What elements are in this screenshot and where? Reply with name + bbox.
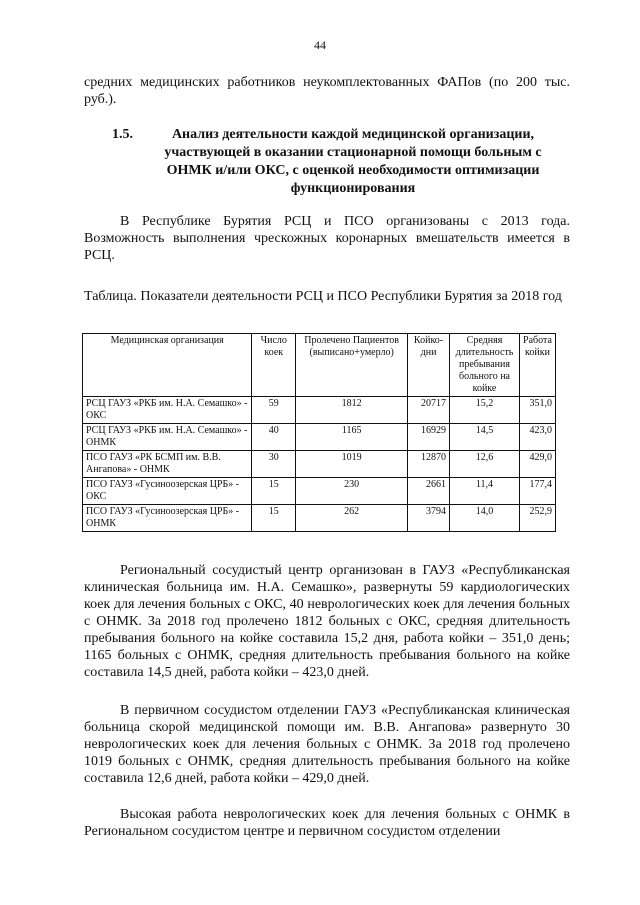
page-number: 44 [314, 38, 326, 52]
table-header-row [83, 334, 556, 397]
cell-bed-work: 252,9 [519, 505, 555, 532]
section-title: Анализ деятельности каждой медицинской организации, участвующей в оказании стационарной помощи больным с ОНМК и/или ОКС, с оценкой необходимости оптимизации функционирования [164, 127, 542, 196]
stats-table [82, 333, 556, 532]
table-row [83, 424, 556, 451]
cell-beds: 40 [252, 424, 296, 451]
cell-avg-stay: 12,6 [450, 451, 520, 478]
cell-bed-days: 2661 [408, 478, 450, 505]
section-heading [112, 126, 562, 198]
cell-avg-stay: 14,5 [450, 424, 520, 451]
cell-bed-work: 423,0 [519, 424, 555, 451]
cell-organization: РСЦ ГАУЗ «РКБ им. Н.А. Семашко» - ОКС [83, 397, 252, 424]
cell-bed-days: 3794 [408, 505, 450, 532]
cell-treated: 1019 [296, 451, 408, 478]
paragraph-high-bed-work: Высокая работа неврологических коек для лечения больных с ОНМК в Региональном сосудистом центре и первичном сосудистом отделении [84, 807, 570, 839]
table-row [83, 478, 556, 505]
paragraph-rsc-pso-intro: В Республике Бурятия РСЦ и ПСО организованы с 2013 года. Возможность выполнения чрескожных коронарных вмешательств имеется в РСЦ. [84, 214, 570, 263]
cell-treated: 262 [296, 505, 408, 532]
section-number: 1.5. [112, 127, 133, 142]
cell-organization: ПСО ГАУЗ «Гусиноозерская ЦРБ» - ОКС [83, 478, 252, 505]
cell-beds: 30 [252, 451, 296, 478]
col-header-beds: Число коек [252, 334, 296, 397]
cell-bed-work: 351,0 [519, 397, 555, 424]
col-header-bed-work: Работа койки [519, 334, 555, 397]
col-header-avg-stay: Средняя длительность пребывания больного на койке [450, 334, 520, 397]
cell-treated: 230 [296, 478, 408, 505]
cell-beds: 15 [252, 505, 296, 532]
cell-bed-work: 177,4 [519, 478, 555, 505]
paragraph-primary-department: В первичном сосудистом отделении ГАУЗ «Республиканская клиническая больница скорой медицинской помощи им. В.В. Ангапова» развернуто 30 неврологических коек для лечения больных с ОНМК. За 2018 год пролечено 1019 больных с ОНМК, средняя длительность пребывания больного на койке составила 12,6 дней, работа койки – 429,0 дней. [84, 703, 570, 786]
cell-avg-stay: 15,2 [450, 397, 520, 424]
cell-bed-days: 20717 [408, 397, 450, 424]
cell-treated: 1812 [296, 397, 408, 424]
cell-organization: РСЦ ГАУЗ «РКБ им. Н.А. Семашко» - ОНМК [83, 424, 252, 451]
cell-organization: ПСО ГАУЗ «РК БСМП им. В.В. Ангапова» - ОНМК [83, 451, 252, 478]
table-row [83, 451, 556, 478]
table-row [83, 397, 556, 424]
col-header-organization: Медицинская организация [83, 334, 252, 397]
col-header-bed-days: Койко-дни [408, 334, 450, 397]
cell-bed-days: 12870 [408, 451, 450, 478]
cell-bed-work: 429,0 [519, 451, 555, 478]
table-caption: Таблица. Показатели деятельности РСЦ и ПСО Республики Бурятия за 2018 год [84, 289, 562, 304]
table-row [83, 505, 556, 532]
cell-beds: 59 [252, 397, 296, 424]
cell-bed-days: 16929 [408, 424, 450, 451]
intro-continuation: средних медицинских работников неукомплектованных ФАПов (по 200 тыс. руб.). [84, 75, 570, 107]
cell-organization: ПСО ГАУЗ «Гусиноозерская ЦРБ» - ОНМК [83, 505, 252, 532]
cell-treated: 1165 [296, 424, 408, 451]
cell-beds: 15 [252, 478, 296, 505]
cell-avg-stay: 14,0 [450, 505, 520, 532]
col-header-treated: Пролечено Пациентов (выписано+умерло) [296, 334, 408, 397]
paragraph-regional-center: Региональный сосудистый центр организован в ГАУЗ «Республиканская клиническая больница им. Н.А. Семашко», развернуты 59 кардиологических коек для лечения больных с ОКС, 40 неврологических коек для лечения больных с ОНМК. За 2018 год пролечено 1812 больных с ОКС, средняя длительность пребывания больного на койке составила 15,2 дня, работа койки – 351,0 день; 1165 больных с ОНМК, средняя длительность пребывания больного на койке составила 14,5 дней, работа койки – 423,0 дней. [84, 563, 570, 680]
cell-avg-stay: 11,4 [450, 478, 520, 505]
